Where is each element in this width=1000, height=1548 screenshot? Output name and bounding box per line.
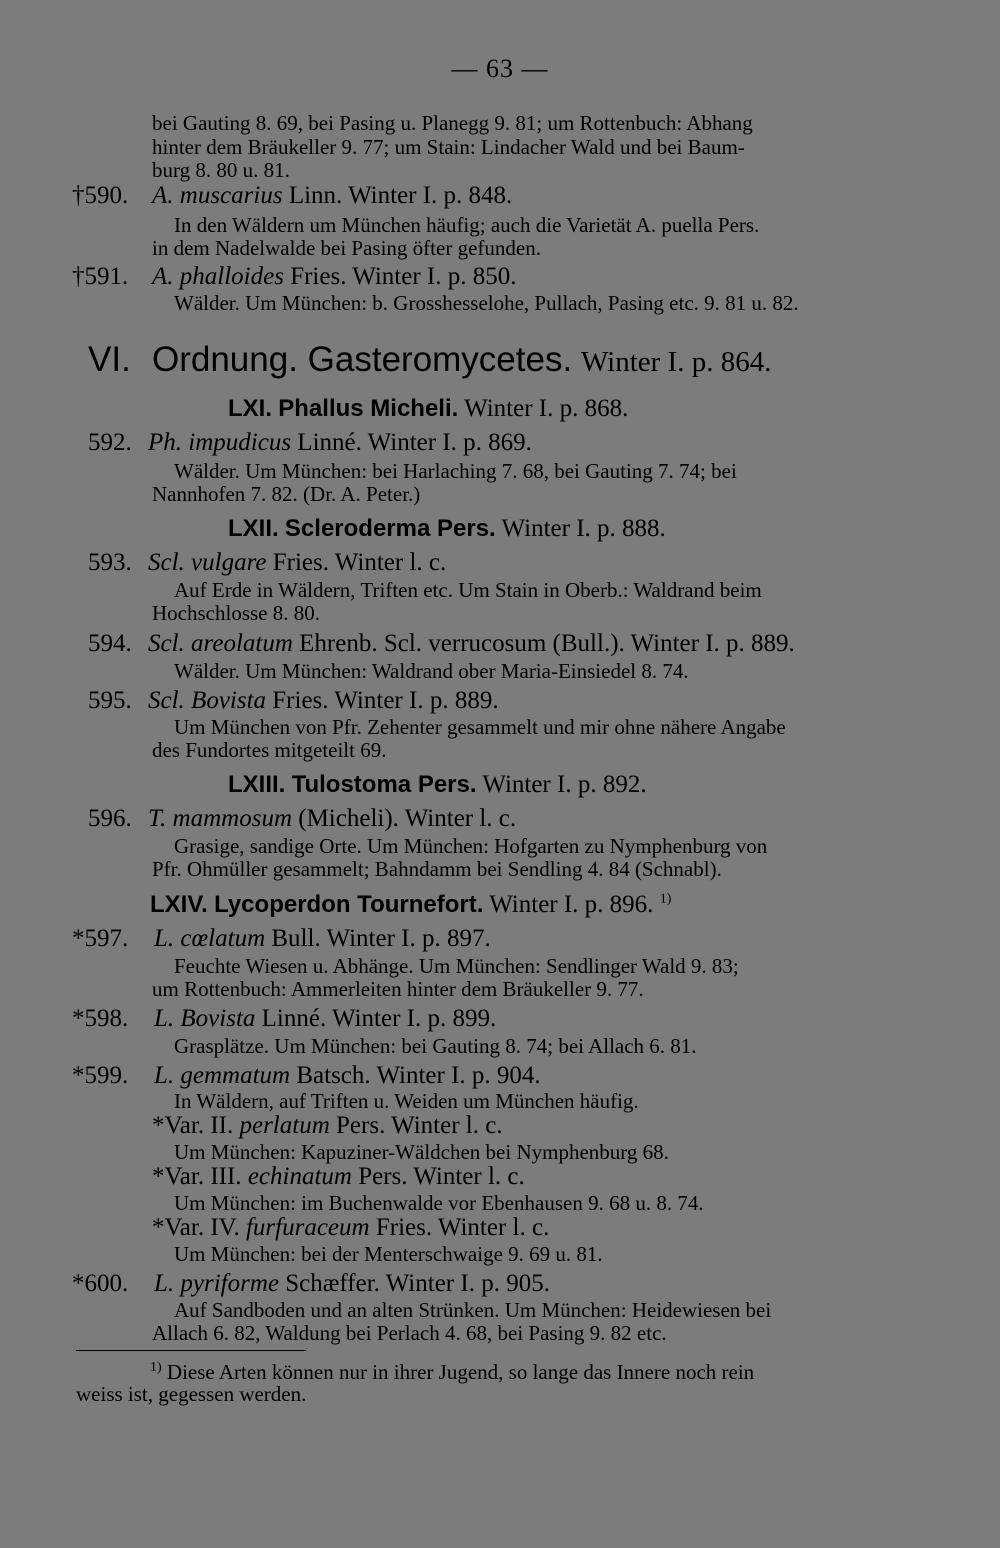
species-name: Scl. Bovista xyxy=(148,687,267,714)
text-line: Auf Sandboden und an alten Strünken. Um München: Heidewiesen bei xyxy=(174,1298,772,1322)
text-line: Um München: Kapuziner-Wäldchen bei Nymphenburg 68. xyxy=(174,1140,669,1164)
species-name: L. gemmatum xyxy=(154,1062,291,1089)
entry-reference: Schæffer. Winter I. p. 905. xyxy=(285,1270,550,1297)
text-line: In Wäldern, auf Triften u. Weiden um München häufig. xyxy=(174,1089,639,1113)
variety-name: perlatum xyxy=(239,1112,330,1139)
entry-600-heading xyxy=(72,1271,550,1296)
text-line: Nannhofen 7. 82. (Dr. A. Peter.) xyxy=(152,482,421,506)
entry-number: *600. xyxy=(72,1270,129,1297)
entry-number: 594. xyxy=(88,630,132,657)
variety-reference: Pers. Winter l. c. xyxy=(336,1112,503,1139)
entry-594-heading xyxy=(88,631,795,656)
text-line: Grasplätze. Um München: bei Gauting 8. 74; bei Allach 6. 81. xyxy=(174,1034,697,1058)
text-line: Hochschlosse 8. 80. xyxy=(152,601,320,625)
genus-name: Phallus Micheli. xyxy=(278,395,459,422)
genus-name: Lycoperdon Tournefort. xyxy=(214,891,484,918)
entry-number: †590. xyxy=(72,182,129,209)
entry-number: 593. xyxy=(88,549,132,576)
entry-591-heading xyxy=(72,264,516,289)
text-line: Um München von Pfr. Zehenter gesammelt und mir ohne nähere Angabe xyxy=(174,715,786,739)
genus-name: Tulostoma Pers. xyxy=(291,771,477,798)
footnote-line: weiss ist, gegessen werden. xyxy=(76,1382,307,1406)
text-line: Um München: bei der Menterschwaige 9. 69 u. 81. xyxy=(174,1242,603,1266)
genus-number: LXIII. xyxy=(228,771,286,798)
entry-reference: Bull. Winter I. p. 897. xyxy=(271,925,491,952)
entry-number: *597. xyxy=(72,925,129,952)
text-line: Allach 6. 82, Waldung bei Perlach 4. 68, bei Pasing 9. 82 etc. xyxy=(152,1321,667,1345)
text-line: hinter dem Bräukeller 9. 77; um Stain: Lindacher Wald und bei Baum- xyxy=(152,135,745,159)
entry-number: 592. xyxy=(88,429,132,456)
genus-reference: Winter I. p. 888. xyxy=(501,515,666,542)
entry-reference: Fries. Winter I. p. 889. xyxy=(272,687,499,714)
entry-reference: Ehrenb. Scl. verrucosum (Bull.). Winter I. p. 889. xyxy=(299,630,795,657)
entry-reference: Linn. Winter I. p. 848. xyxy=(288,182,513,209)
species-name: L. Bovista xyxy=(154,1005,256,1032)
variety-label: *Var. II. xyxy=(152,1112,234,1139)
species-name: L. cœlatum xyxy=(154,925,266,952)
entry-598-heading xyxy=(72,1006,496,1031)
species-name: A. phalloides xyxy=(152,263,284,290)
species-name: Scl. vulgare xyxy=(148,549,267,576)
text-line: Wälder. Um München: b. Grosshesselohe, Pullach, Pasing etc. 9. 81 u. 82. xyxy=(174,291,799,315)
text-line: Auf Erde in Wäldern, Triften etc. Um Stain in Oberb.: Waldrand beim xyxy=(174,578,762,602)
entry-reference: Linné. Winter I. p. 899. xyxy=(261,1005,497,1032)
species-name: Scl. areolatum xyxy=(148,630,293,657)
text-line: um Rottenbuch: Ammerleiten hinter dem Bräukeller 9. 77. xyxy=(152,977,644,1001)
text-line: Grasige, sandige Orte. Um München: Hofgarten zu Nymphenburg von xyxy=(174,834,768,858)
entry-reference: Batsch. Winter I. p. 904. xyxy=(296,1062,541,1089)
entry-number: *599. xyxy=(72,1062,129,1089)
text-line: burg 8. 80 u. 81. xyxy=(152,158,290,182)
entry-number: 596. xyxy=(88,805,132,832)
genus-heading-lxiv xyxy=(150,892,671,917)
entry-593-heading xyxy=(88,550,446,575)
entry-number: *598. xyxy=(72,1005,129,1032)
genus-number: LXII. xyxy=(228,515,279,542)
genus-number: LXI. xyxy=(228,395,273,422)
entry-reference: Fries. Winter I. p. 850. xyxy=(290,263,517,290)
variety-name: echinatum xyxy=(247,1163,352,1190)
variety-reference: Fries. Winter l. c. xyxy=(375,1214,550,1241)
text-line: Wälder. Um München: bei Harlaching 7. 68, bei Gauting 7. 74; bei xyxy=(174,459,737,483)
entry-reference: (Micheli). Winter l. c. xyxy=(298,805,517,832)
variety-reference: Pers. Winter l. c. xyxy=(358,1163,525,1190)
entry-number: 595. xyxy=(88,687,132,714)
order-name: Ordnung. Gasteromycetes. xyxy=(152,340,573,379)
genus-name: Scleroderma Pers. xyxy=(284,515,496,542)
entry-599-heading xyxy=(72,1063,541,1088)
text-line: des Fundortes mitgeteilt 69. xyxy=(152,738,387,762)
order-number: VI. xyxy=(88,340,131,379)
entry-595-heading xyxy=(88,688,499,713)
genus-reference: Winter I. p. 896. xyxy=(489,891,654,918)
variety-label: *Var. IV. xyxy=(152,1214,240,1241)
footnote-text: Diese Arten können nur in ihrer Jugend, so lange das Innere noch rein xyxy=(166,1360,755,1384)
entry-reference: Linné. Winter I. p. 869. xyxy=(297,429,532,456)
text-line: Wälder. Um München: Waldrand ober Maria-Einsiedel 8. 74. xyxy=(174,659,689,683)
variety-label: *Var. III. xyxy=(152,1163,242,1190)
entry-596-heading xyxy=(88,806,516,831)
footnote-rule xyxy=(76,1350,306,1351)
variety-iii-heading xyxy=(152,1164,525,1189)
text-line: Um München: im Buchenwalde vor Ebenhausen 9. 68 u. 8. 74. xyxy=(174,1191,704,1215)
footnote-line xyxy=(150,1361,754,1383)
entry-590-heading xyxy=(72,183,512,208)
order-reference: Winter I. p. 864. xyxy=(580,346,772,378)
variety-iv-heading xyxy=(152,1215,549,1240)
species-name: A. muscarius xyxy=(152,182,283,209)
genus-heading-lxiii xyxy=(228,772,647,797)
genus-heading-lxii xyxy=(228,516,666,541)
footnote-marker: 1) xyxy=(659,891,672,907)
text-line: bei Gauting 8. 69, bei Pasing u. Planegg 9. 81; um Rottenbuch: Abhang xyxy=(152,111,753,135)
genus-reference: Winter I. p. 868. xyxy=(464,395,629,422)
species-name: L. pyriforme xyxy=(154,1270,279,1297)
variety-ii-heading xyxy=(152,1113,503,1138)
entry-592-heading xyxy=(88,430,532,455)
text-line: In den Wäldern um München häufig; auch die Varietät A. puella Pers. xyxy=(174,213,760,237)
order-heading xyxy=(88,342,771,377)
variety-name: furfuraceum xyxy=(245,1214,370,1241)
text-line: Pfr. Ohmüller gesammelt; Bahndamm bei Sendling 4. 84 (Schnabl). xyxy=(152,857,722,881)
text-line: Feuchte Wiesen u. Abhänge. Um München: Sendlinger Wald 9. 83; xyxy=(174,954,739,978)
species-name: T. mammosum xyxy=(148,805,292,832)
entry-reference: Fries. Winter l. c. xyxy=(272,549,447,576)
entry-597-heading xyxy=(72,926,491,951)
text-line: in dem Nadelwalde bei Pasing öfter gefunden. xyxy=(152,236,541,260)
genus-reference: Winter I. p. 892. xyxy=(482,771,647,798)
page-number: — 63 — xyxy=(451,54,549,83)
genus-number: LXIV. xyxy=(150,891,208,918)
footnote-mark: 1) xyxy=(150,1360,162,1375)
entry-number: †591. xyxy=(72,263,129,290)
genus-heading-lxi xyxy=(228,396,628,421)
species-name: Ph. impudicus xyxy=(148,429,292,456)
